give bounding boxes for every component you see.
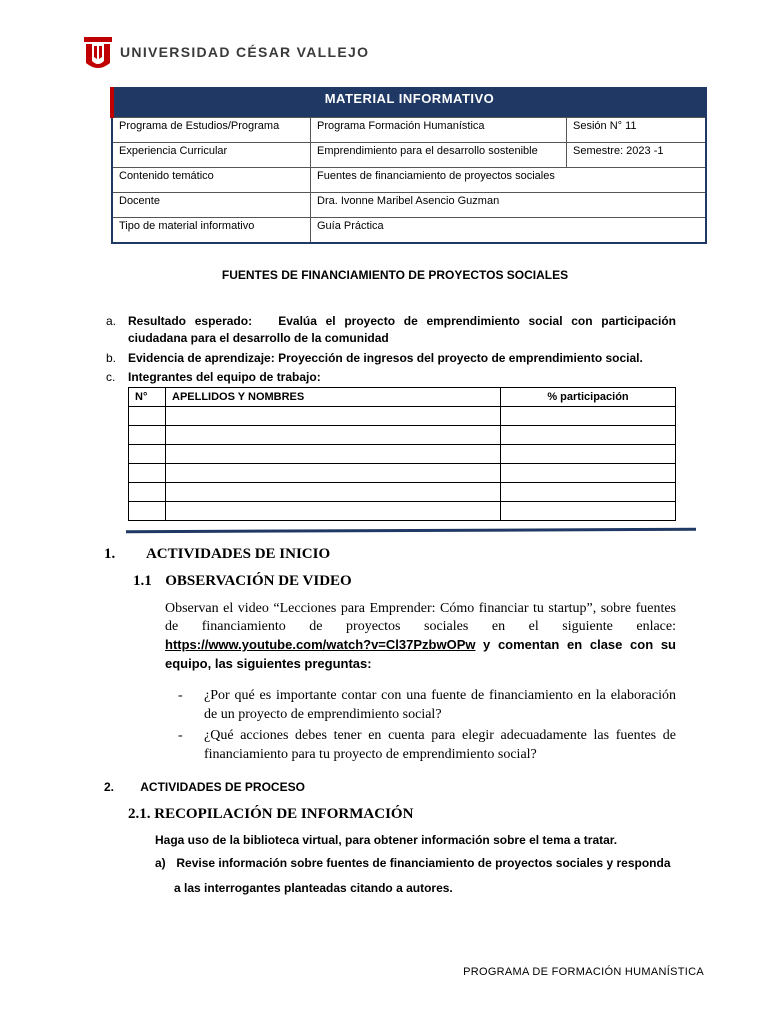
cell-participation[interactable] [501,502,676,521]
cell-name[interactable] [166,445,501,464]
table-row [129,445,676,464]
subsection-2-1-heading [128,806,413,823]
info-label: Contenido temático [112,168,311,193]
section-number: 1. [104,546,116,562]
table-row [129,483,676,502]
video-intro-paragraph [165,600,676,674]
section-2-heading [104,780,305,794]
info-session: Sesión N° 11 [567,118,707,143]
task-item [155,856,680,870]
question-list [178,686,676,766]
list-bullet: - [178,728,183,743]
cell-name[interactable] [166,502,501,521]
item-text: Proyección de ingresos del proyecto de emprendimiento social. [278,351,643,365]
section-number: 2. [104,780,115,794]
col-number: N° [129,388,166,407]
cell-name[interactable] [166,426,501,445]
col-names: APELLIDOS Y NOMBRES [166,388,501,407]
item-letter: a. [106,314,117,328]
subsection-title: RECOPILACIÓN DE INFORMACIÓN [154,806,414,822]
section-title: ACTIVIDADES DE INICIO [145,546,331,562]
info-value: Dra. Ivonne Maribel Asencio Guzman [311,193,707,218]
item-expected-result [106,313,676,347]
table-row [129,426,676,445]
item-team [106,369,676,386]
video-after-link-text: y comentan en clase con su equipo, las siguientes preguntas: [165,637,676,671]
list-item [178,726,676,764]
info-value: Programa Formación Humanística [311,118,567,143]
info-value: Fuentes de financiamiento de proyectos sociales [311,168,707,193]
item-text: Evalúa el proyecto de emprendimiento social con participación ciudadana para el desarrollo de la comunidad [128,314,676,345]
cell-number[interactable] [129,502,166,521]
cell-number[interactable] [129,407,166,426]
cell-name[interactable] [166,407,501,426]
page-footer: PROGRAMA DE FORMACIÓN HUMANÍSTICA [463,966,704,978]
item-evidence [106,350,676,367]
question-text: ¿Qué acciones debes tener en cuenta para elegir adecuadamente las fuentes de financiamiento para tu proyecto de emprendimiento social? [204,728,676,762]
instruction-text: Haga uso de la biblioteca virtual, para obtener información sobre el tema a tratar. [155,833,618,847]
task-line-1: Revise información sobre fuentes de financiamiento de proyectos sociales y responda [176,856,671,870]
cell-participation[interactable] [501,483,676,502]
subsection-number: 1.1 [133,573,152,589]
section-1-heading [104,546,330,563]
col-participation: % participación [501,388,676,407]
info-label: Tipo de material informativo [112,218,311,244]
cell-participation[interactable] [501,426,676,445]
info-value: Guía Práctica [311,218,707,244]
item-letter: a) [155,856,166,870]
subsection-title: OBSERVACIÓN DE VIDEO [165,573,352,589]
cell-participation[interactable] [501,464,676,483]
video-intro-text: Observan el video “Lecciones para Emprender: Cómo financiar tu startup”, sobre fuentes de financiamiento de proyectos sociales en el siguiente enlace: [165,601,676,634]
item-label: Integrantes del equipo de trabajo: [128,370,321,384]
question-text: ¿Por qué es importante contar con una fuente de financiamiento en la elaboración de un proyecto de emprendimiento social? [204,688,676,722]
document-title: FUENTES DE FINANCIAMIENTO DE PROYECTOS SOCIALES [221,268,569,282]
subsection-number: 2.1. [128,806,151,822]
cell-number[interactable] [129,464,166,483]
list-bullet: - [178,688,183,703]
table-row [129,407,676,426]
cell-name[interactable] [166,483,501,502]
table-row [129,502,676,521]
info-label: Experiencia Curricular [112,143,311,168]
item-label: Evidencia de aprendizaje: [128,351,275,365]
cell-participation[interactable] [501,445,676,464]
youtube-link[interactable]: https://www.youtube.com/watch?v=Cl37PzbwOPw [165,637,476,652]
cell-number[interactable] [129,426,166,445]
university-name: UNIVERSIDAD CÉSAR VALLEJO [120,44,370,60]
material-info-table [110,87,707,244]
team-table [128,387,676,521]
section-divider [126,528,696,533]
info-label: Docente [112,193,311,218]
info-label: Programa de Estudios/Programa [112,118,311,143]
cell-name[interactable] [166,464,501,483]
section-title: ACTIVIDADES DE PROCESO [140,780,305,794]
subsection-1-1-heading [133,573,352,590]
ucv-logo-icon [84,37,112,69]
cell-participation[interactable] [501,407,676,426]
item-label: Resultado esperado: [128,314,253,328]
item-letter: b. [106,351,117,365]
table-row [129,464,676,483]
cell-number[interactable] [129,483,166,502]
material-info-title: MATERIAL INFORMATIVO [112,88,706,118]
cell-number[interactable] [129,445,166,464]
info-value: Emprendimiento para el desarrollo sostenible [311,143,567,168]
list-item [178,686,676,724]
task-line-2: a las interrogantes planteadas citando a autores. [174,881,453,895]
info-semester: Semestre: 2023 -1 [567,143,707,168]
item-letter: c. [106,370,116,384]
